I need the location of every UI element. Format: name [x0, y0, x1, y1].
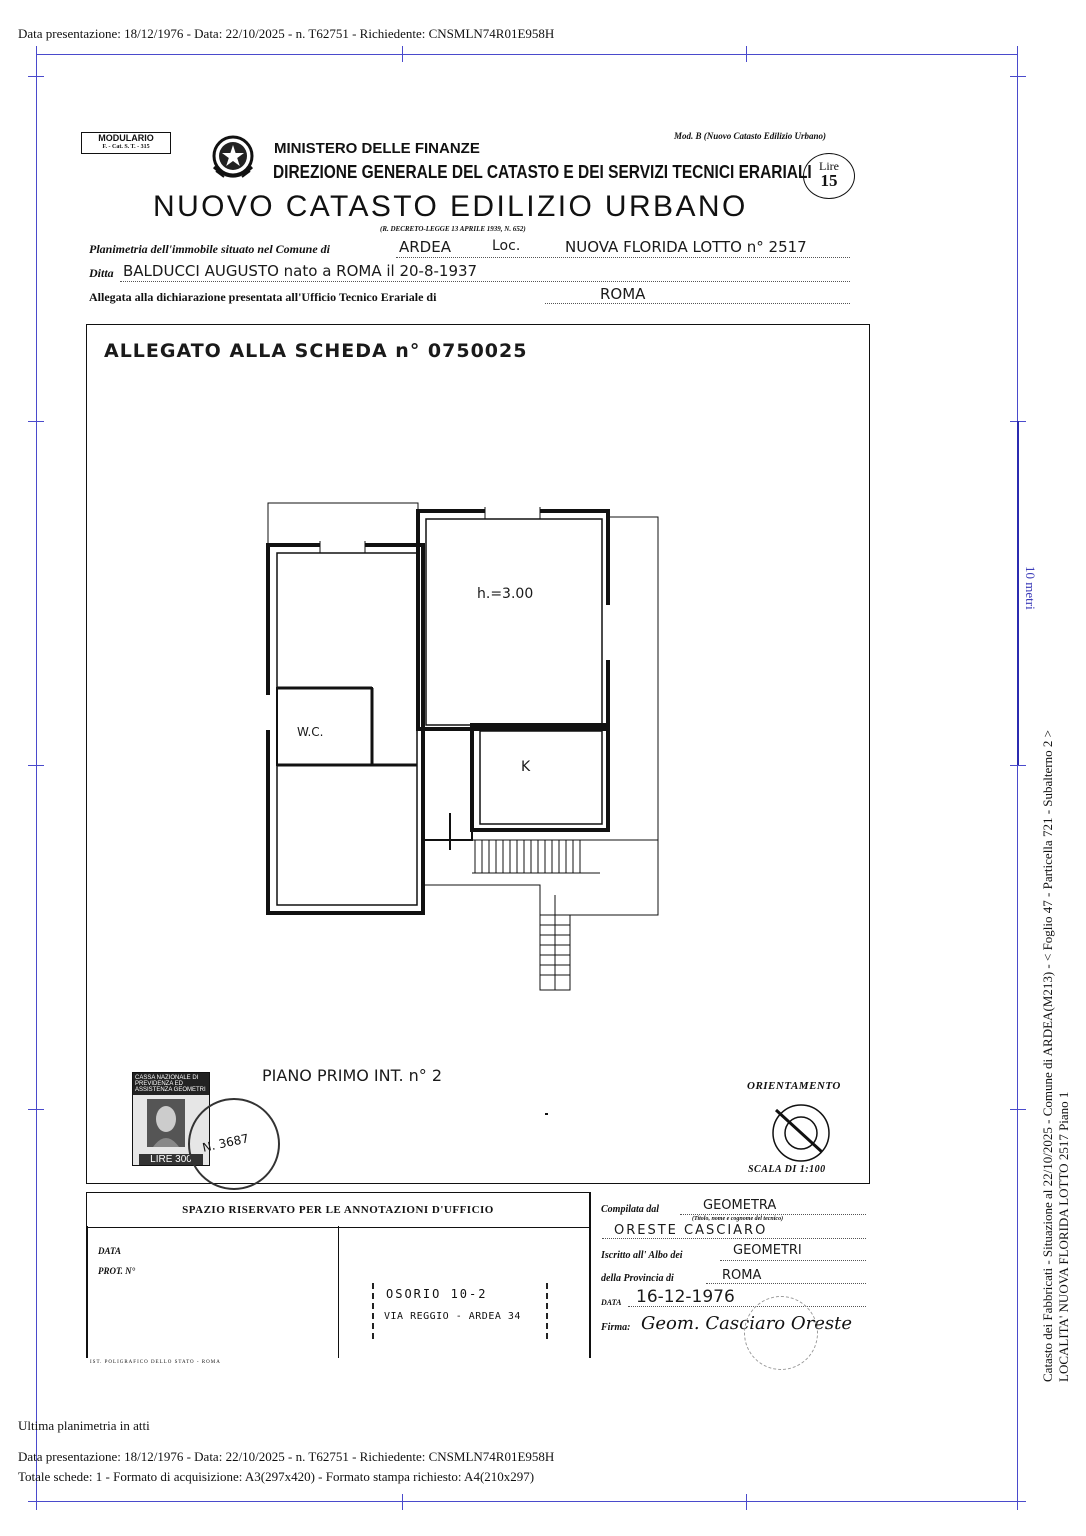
- speck: [545, 1113, 548, 1115]
- loc-label: Loc.: [492, 238, 521, 254]
- dotted-line: [602, 1238, 866, 1239]
- modulario-label: MODULARIO: [98, 133, 154, 143]
- prot-label: PROT. N°: [98, 1266, 136, 1276]
- floor-label: PIANO PRIMO INT. n° 2: [262, 1066, 443, 1085]
- direction-title: DIREZIONE GENERALE DEL CATASTO E DEI SERVIZI TECNICI ERARIALI: [273, 162, 812, 182]
- floor-plan: [260, 495, 670, 1000]
- modulario-code: F. - Cat. S. T. - 315: [102, 144, 150, 150]
- frame-tick: [402, 46, 403, 62]
- frame-tick: [402, 1494, 403, 1510]
- modulario-box: [81, 132, 171, 154]
- footer-line-1: Data presentazione: 18/12/1976 - Data: 22/10/2025 - n. T62751 - Richiedente: CNSMLN74R01E958H: [18, 1449, 555, 1464]
- annotations-heading: SPAZIO RISERVATO PER LE ANNOTAZIONI D'UFFICIO: [182, 1204, 494, 1216]
- office-stamp-line1: OSORIO 10-2: [386, 1287, 488, 1301]
- lire-value: 15: [820, 171, 838, 190]
- ultima-planimetria: Ultima planimetria in atti: [18, 1418, 150, 1433]
- box-line: [338, 1226, 339, 1358]
- dotted-line: [545, 303, 850, 304]
- compilata-data-value: 16-12-1976: [636, 1287, 735, 1307]
- frame-tick: [36, 1494, 37, 1510]
- office-stamp: [372, 1283, 548, 1339]
- box-line: [589, 1192, 591, 1358]
- scale-bar: [1017, 421, 1019, 765]
- wc-label: W.C.: [297, 725, 324, 739]
- allegato-note: ALLEGATO ALLA SCHEDA n° 0750025: [104, 340, 528, 362]
- frame-tick: [746, 1494, 747, 1510]
- scale-label-plan: SCALA DI 1:100: [748, 1164, 826, 1175]
- compilata-value: GEOMETRA: [703, 1198, 777, 1213]
- frame-tick: [1010, 76, 1026, 77]
- decree-note: (R. DECRETO-LEGGE 13 APRILE 1939, N. 652): [380, 225, 526, 233]
- stamp-number: N. 3687: [201, 1131, 251, 1155]
- ditta-label: Ditta: [89, 266, 114, 280]
- frame-tick: [1017, 46, 1018, 62]
- annotations-header: [86, 1192, 590, 1228]
- italian-emblem-icon: [206, 131, 260, 185]
- frame-tick: [28, 765, 44, 766]
- orientation-label: ORIENTAMENTO: [747, 1080, 841, 1092]
- scale-label: 10 metri: [1023, 566, 1038, 610]
- side-info-line-1: Catasto dei Fabbricati - Situazione al 22/10/2025 - Comune di ARDEA(M213) - < Foglio 47 - Particella 721 - Subalterno 2 >: [1040, 730, 1055, 1382]
- form-main-title: NUOVO CATASTO EDILIZIO URBANO: [153, 190, 748, 223]
- frame-tick: [28, 1109, 44, 1110]
- frame-tick: [28, 421, 44, 422]
- height-label: h.=3.00: [477, 586, 534, 602]
- planimetria-label: Planimetria dell'immobile situato nel Comune di: [89, 242, 331, 256]
- loc-value: NUOVA FLORIDA LOTTO n° 2517: [565, 238, 807, 256]
- allegata-label: Allegata alla dichiarazione presentata all'Ufficio Tecnico Erariale di: [89, 290, 437, 304]
- ministry-title: MINISTERO DELLE FINANZE: [274, 140, 480, 157]
- nome-value: ORESTE CASCIARO: [614, 1223, 768, 1238]
- provincia-label: della Provincia di: [601, 1273, 674, 1284]
- signature: Geom. Casciaro Oreste: [641, 1313, 852, 1334]
- data-label: DATA: [98, 1246, 122, 1256]
- iscritto-label: Iscritto all' Albo dei: [601, 1250, 683, 1261]
- frame-tick: [28, 76, 44, 77]
- mod-label: Mod. B (Nuovo Catasto Edilizio Urbano): [674, 131, 827, 141]
- printer-note: IST. POLIGRAFICO DELLO STATO - ROMA: [90, 1360, 221, 1365]
- titolo-note: (Titolo, nome e cognome del tecnico): [692, 1216, 784, 1222]
- dotted-line: [680, 1214, 866, 1215]
- dotted-line: [706, 1283, 866, 1284]
- comune-value: ARDEA: [399, 238, 451, 256]
- dotted-line: [120, 281, 850, 282]
- frame-tick: [1010, 1109, 1026, 1110]
- frame-tick: [1017, 1494, 1018, 1510]
- iscritto-value: GEOMETRI: [733, 1243, 802, 1258]
- frame-tick: [36, 46, 37, 62]
- dotted-line: [720, 1260, 866, 1261]
- box-line: [86, 1226, 88, 1358]
- office-stamp-line2: VIA REGGIO - ARDEA 34: [384, 1311, 521, 1322]
- frame-tick: [746, 46, 747, 62]
- geometra-stamp: [188, 1098, 280, 1190]
- top-info-line: Data presentazione: 18/12/1976 - Data: 22/10/2025 - n. T62751 - Richiedente: CNSMLN74R01E958H: [18, 26, 555, 41]
- compass-icon: [770, 1102, 832, 1164]
- ditta-value: BALDUCCI AUGUSTO nato a ROMA il 20-8-1937: [123, 262, 478, 280]
- frame-tick: [1010, 765, 1026, 766]
- faded-stamp: [744, 1296, 818, 1370]
- provincia-value: ROMA: [722, 1268, 762, 1283]
- dotted-line: [396, 257, 850, 258]
- side-info-line-2: LOCALITA' NUOVA FLORIDA LOTTO 2517 Piano 1: [1056, 1091, 1071, 1382]
- kitchen-label: K: [521, 759, 531, 775]
- footer-line-2: Totale schede: 1 - Formato di acquisizione: A3(297x420) - Formato stampa richiesto: A4(210x297): [18, 1469, 535, 1484]
- compilata-data-label: DATA: [601, 1298, 622, 1307]
- stamp-lire: LIRE 300: [139, 1154, 203, 1165]
- firma-label: Firma:: [601, 1322, 631, 1333]
- lire-label: Lire: [819, 159, 839, 173]
- lire-stamp: [803, 153, 855, 199]
- stamp-cassa: CASSA NAZIONALE DI PREVIDENZA ED ASSISTENZA GEOMETRI: [133, 1073, 209, 1095]
- compilata-label: Compilata dal: [601, 1204, 660, 1215]
- frame-tick: [1010, 1501, 1026, 1502]
- allegata-value: ROMA: [600, 285, 646, 303]
